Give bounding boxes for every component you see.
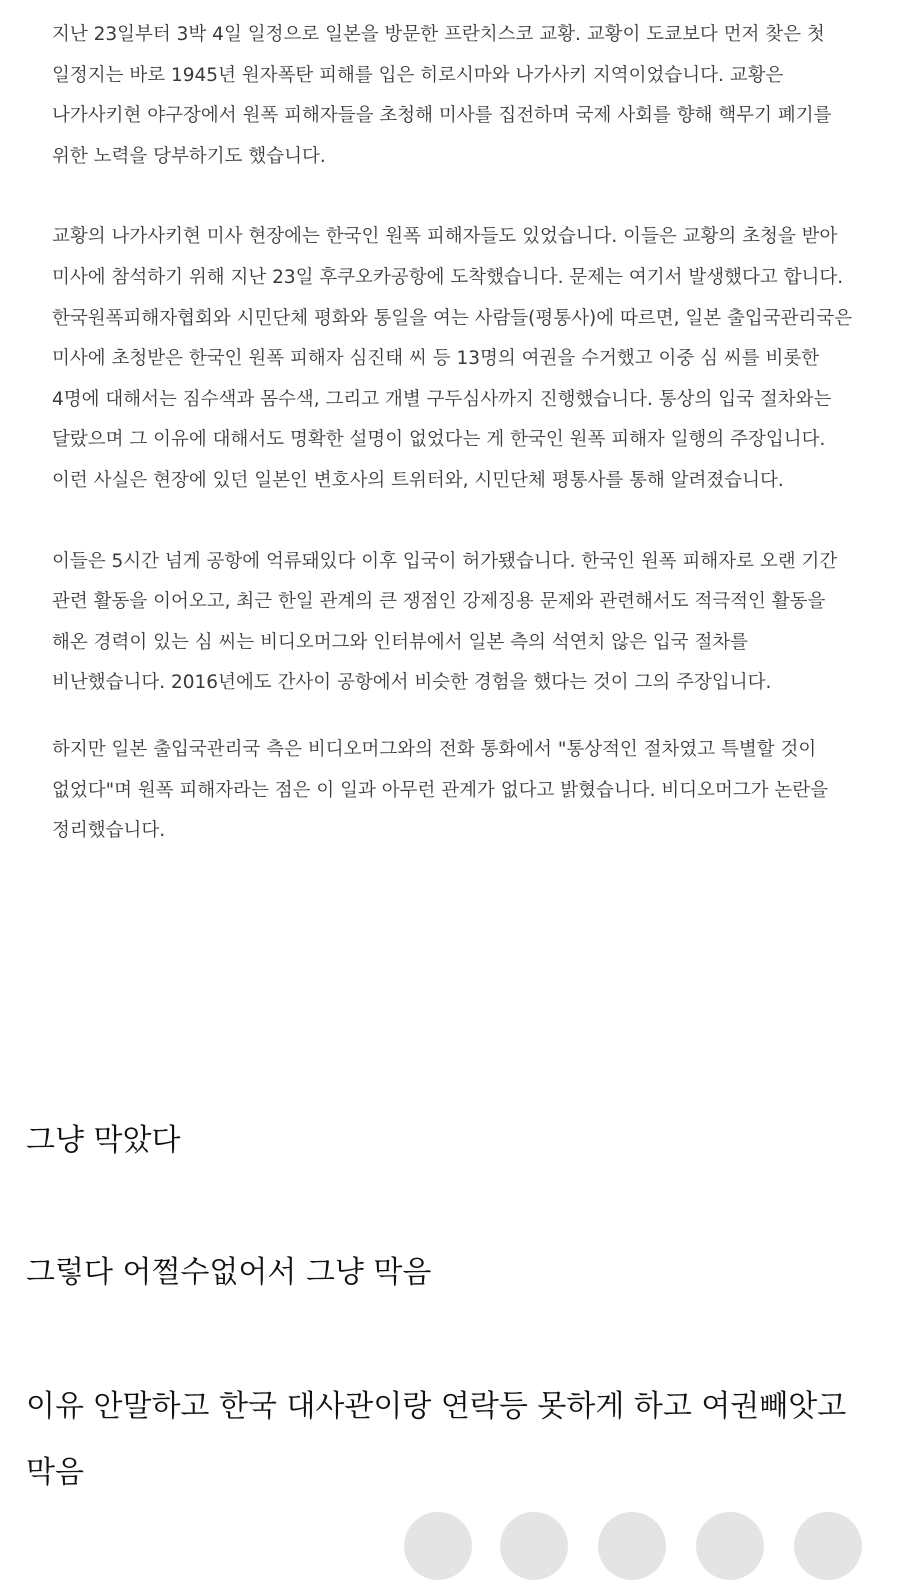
comment-line: 그냥 막았다: [26, 1123, 181, 1158]
article-paragraph: 이들은 5시간 넘게 공항에 억류돼있다 이후 입국이 허가됐습니다. 한국인 원폭 피해자로 오랜 기간 관련 활동을 이어오고, 최근 한일 관계의 큰 쟁점인 강제징용 문제와 관련해서도 적극적인 활동을 해온 경력이 있는 심 씨는 비디오머그와 인터뷰에서 일본 측의 석연치 않은 입국 절차를 비난했습니다. 2016년에도 간사이 공항에서 비슷한 경험을 했다는 것이 그의 주장입니다.: [52, 550, 838, 694]
reaction-button[interactable]: [404, 1512, 472, 1580]
article-paragraph: 교황의 나가사키현 미사 현장에는 한국인 원폭 피해자들도 있었습니다. 이들은 교황의 초청을 받아 미사에 참석하기 위해 지난 23일 후쿠오카공항에 도착했습니다. 문제는 여기서 발생했다고 합니다. 한국원폭피해자협회와 시민단체 평화와 통일을 여는 사람들(평통사)에 따르면, 일본 출입국관리국은 미사에 초청받은 한국인 원폭 피해자 심진태 씨 등 13명의 여권을 수거했고 이중 심 씨를 비롯한 4명에 대해서는 짐수색과 몸수색, 그리고 개별 구두심사까지 진행했습니다. 통상의 입국 절차와는 달랐으며 그 이유에 대해서도 명확한 설명이 없었다는 게 한국인 원폭 피해자 일행의 주장입니다. 이런 사실은 현장에 있던 일본인 변호사의 트위터와, 시민단체 평통사를 통해 알려졌습니다.: [52, 226, 853, 491]
comment-line: 그렇다 어쩔수없어서 그냥 막음: [26, 1255, 432, 1290]
article-paragraph: 하지만 일본 출입국관리국 측은 비디오머그와의 전화 통화에서 "통상적인 절차였고 특별할 것이 없었다"며 원폭 피해자라는 점은 이 일과 아무런 관계가 없다고 밝혔습니다. 비디오머그가 논란을 정리했습니다.: [52, 738, 829, 842]
article-paragraph: 지난 23일부터 3박 4일 일정으로 일본을 방문한 프란치스코 교황. 교황이 도쿄보다 먼저 찾은 첫 일정지는 바로 1945년 원자폭탄 피해를 입은 히로시마와 나가사키 지역이었습니다. 교황은 나가사키현 야구장에서 원폭 피해자들을 초청해 미사를 집전하며 국제 사회를 향해 핵무기 폐기를 위한 노력을 당부하기도 했습니다.: [52, 24, 832, 167]
comment-line: 이유 안말하고 한국 대사관이랑 연락등 못하게 하고 여권빼앗고 막음: [26, 1389, 847, 1490]
reaction-button[interactable]: [794, 1512, 862, 1580]
reaction-button[interactable]: [696, 1512, 764, 1580]
reaction-button[interactable]: [500, 1512, 568, 1580]
reaction-button[interactable]: [598, 1512, 666, 1580]
article-body: [52, 15, 858, 852]
reaction-bar: [0, 1512, 900, 1552]
